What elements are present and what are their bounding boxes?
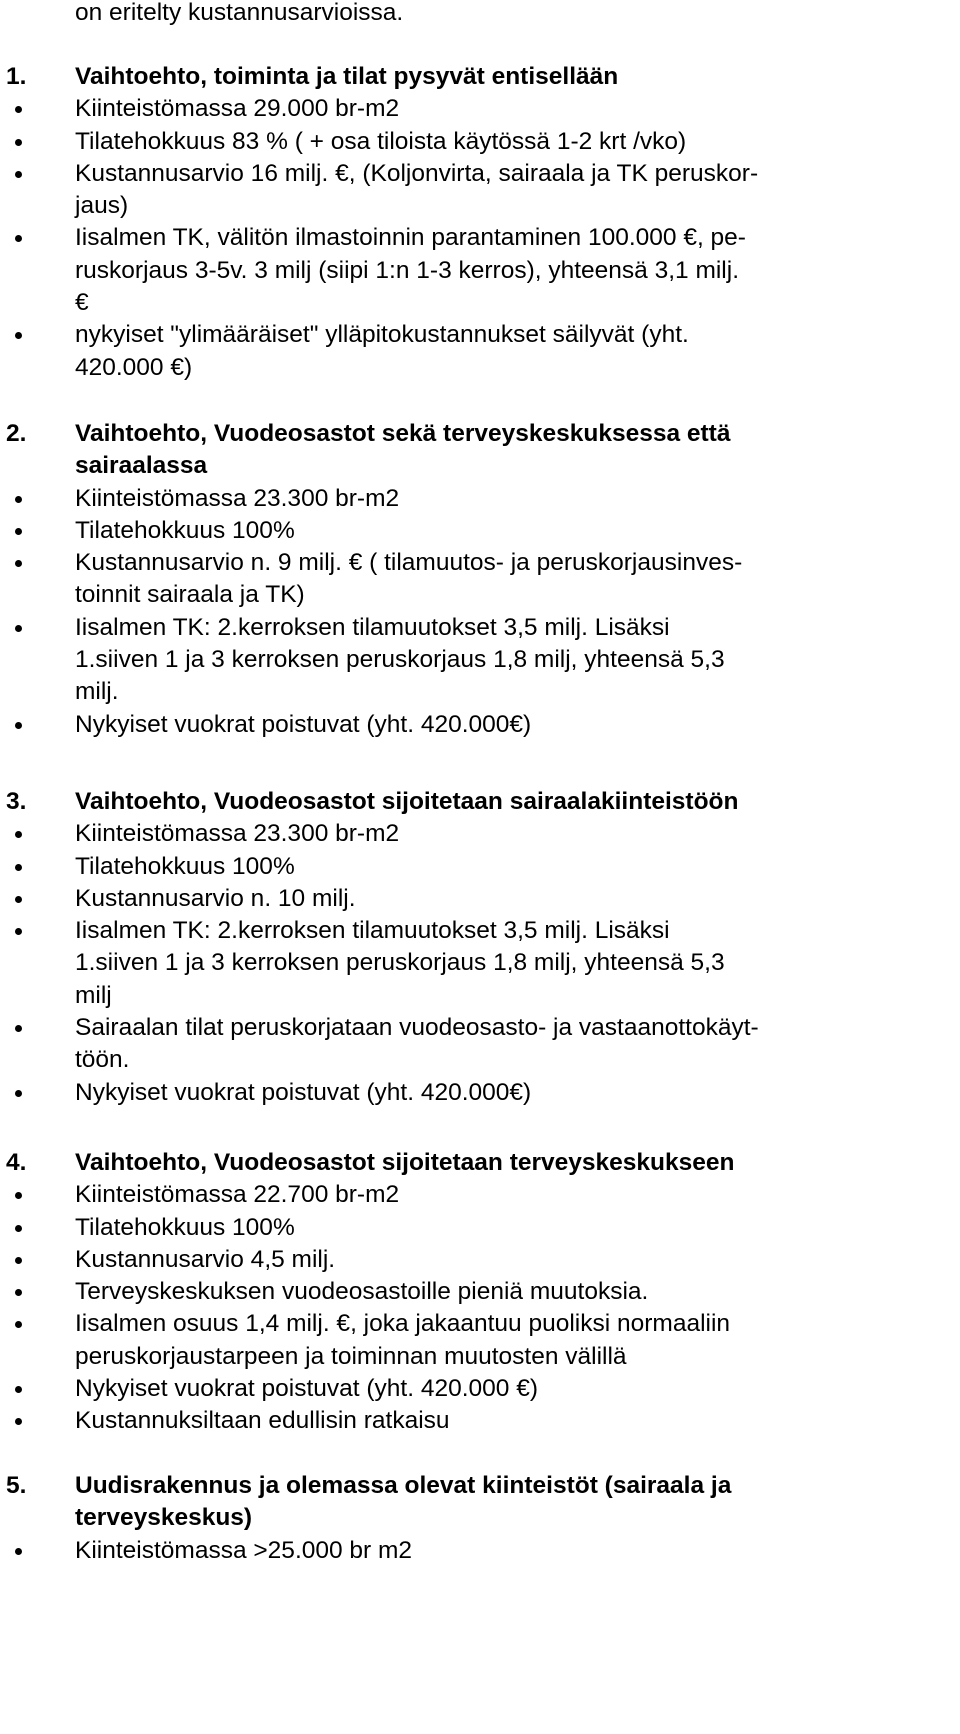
line: Tilatehokkuus 100% bbox=[75, 852, 295, 880]
line: Iisalmen TK, välitön ilmastoinnin parantaminen 100.000 €, pe- bbox=[75, 224, 746, 252]
line: nykyiset "ylimääräiset" ylläpitokustannukset säilyvät (yht. bbox=[75, 321, 689, 349]
list-item bbox=[0, 93, 875, 125]
line: Kustannuksiltaan edullisin ratkaisu bbox=[75, 1407, 450, 1435]
line: Sairaalan tilat peruskorjataan vuodeosasto- ja vastaanottokäyt- bbox=[75, 1014, 759, 1042]
section-title: Vaihtoehto, Vuodeosastot sijoitetaan terveyskeskukseen bbox=[75, 1149, 735, 1176]
list-item bbox=[0, 1244, 875, 1276]
line: peruskorjaustarpeen ja toiminnan muutosten välillä bbox=[75, 1342, 627, 1370]
line: 1.siiven 1 ja 3 kerroksen peruskorjaus 1,8 milj, yhteensä 5,3 bbox=[75, 646, 725, 674]
list-item bbox=[0, 1535, 875, 1567]
list-item bbox=[0, 515, 875, 547]
bullet-list bbox=[0, 93, 960, 384]
title-line: Vaihtoehto, Vuodeosastot sekä terveyskeskuksessa että bbox=[75, 420, 731, 447]
list-item bbox=[0, 158, 875, 223]
list-item bbox=[0, 547, 875, 612]
list-item bbox=[0, 1405, 875, 1437]
bullet-list bbox=[0, 483, 960, 741]
list-item bbox=[0, 1077, 875, 1109]
line: Nykyiset vuokrat poistuvat (yht. 420.000€) bbox=[75, 1078, 532, 1106]
line: milj bbox=[75, 981, 112, 1009]
list-item bbox=[0, 1212, 875, 1244]
section-heading bbox=[0, 61, 960, 93]
list-item bbox=[0, 1179, 875, 1211]
line: Tilatehokkuus 83 % ( + osa tiloista käytössä 1-2 krt /vko) bbox=[75, 127, 687, 155]
section-5 bbox=[0, 1470, 960, 1567]
section-1 bbox=[0, 61, 960, 384]
line: Kiinteistömassa 23.300 br-m2 bbox=[75, 820, 400, 848]
line: Kustannusarvio 4,5 milj. bbox=[75, 1245, 336, 1273]
line: 420.000 €) bbox=[75, 353, 193, 381]
line: Kustannusarvio n. 9 milj. € ( tilamuutos- ja peruskorjausinves- bbox=[75, 549, 743, 577]
line: jaus) bbox=[75, 192, 129, 220]
line: Tilatehokkuus 100% bbox=[75, 516, 295, 544]
bullet-list bbox=[0, 1535, 960, 1567]
line: € bbox=[75, 289, 89, 317]
section-number: 5. bbox=[6, 1472, 27, 1499]
list-item bbox=[0, 1308, 875, 1373]
section-4 bbox=[0, 1147, 960, 1438]
section-heading bbox=[0, 1470, 960, 1535]
title-line: Uudisrakennus ja olemassa olevat kiinteistöt (sairaala ja bbox=[75, 1472, 732, 1499]
list-item bbox=[0, 483, 875, 515]
section-number: 4. bbox=[6, 1149, 27, 1176]
section-heading bbox=[0, 418, 960, 483]
list-item bbox=[0, 851, 875, 883]
list-item bbox=[0, 1012, 875, 1077]
bullet-list bbox=[0, 1179, 960, 1437]
section-number: 1. bbox=[6, 63, 27, 90]
list-item bbox=[0, 883, 875, 915]
section-title bbox=[75, 1470, 875, 1535]
line: Iisalmen TK: 2.kerroksen tilamuutokset 3,5 milj. Lisäksi bbox=[75, 917, 670, 945]
line: Tilatehokkuus 100% bbox=[75, 1213, 295, 1241]
section-heading bbox=[0, 1147, 960, 1179]
line: Kiinteistömassa 23.300 br-m2 bbox=[75, 484, 400, 512]
section-heading bbox=[0, 786, 960, 818]
line: Kustannusarvio 16 milj. €, (Koljonvirta, sairaala ja TK peruskor- bbox=[75, 159, 759, 187]
list-item bbox=[0, 709, 875, 741]
section-number: 3. bbox=[6, 788, 27, 815]
line: Kustannusarvio n. 10 milj. bbox=[75, 884, 356, 912]
list-item bbox=[0, 1276, 875, 1308]
section-title: Vaihtoehto, Vuodeosastot sijoitetaan sairaalakiinteistöön bbox=[75, 788, 739, 815]
line: Kiinteistömassa >25.000 br m2 bbox=[75, 1536, 413, 1564]
line: milj. bbox=[75, 678, 119, 706]
section-2 bbox=[0, 418, 960, 741]
line: Iisalmen TK: 2.kerroksen tilamuutokset 3,5 milj. Lisäksi bbox=[75, 613, 670, 641]
line: Iisalmen osuus 1,4 milj. €, joka jakaantuu puoliksi normaaliin bbox=[75, 1310, 731, 1338]
list-item bbox=[0, 222, 875, 319]
list-item bbox=[0, 1373, 875, 1405]
line: 1.siiven 1 ja 3 kerroksen peruskorjaus 1,8 milj, yhteensä 5,3 bbox=[75, 949, 725, 977]
list-item bbox=[0, 915, 875, 1012]
bullet-list bbox=[0, 818, 960, 1109]
section-title: Vaihtoehto, toiminta ja tilat pysyvät entisellään bbox=[75, 63, 619, 90]
title-line: terveyskeskus) bbox=[75, 1504, 253, 1532]
list-item bbox=[0, 319, 875, 384]
line: Nykyiset vuokrat poistuvat (yht. 420.000€) bbox=[75, 710, 532, 738]
intro-line: on eritelty kustannusarvioissa. bbox=[75, 0, 404, 26]
list-item bbox=[0, 818, 875, 850]
line: Kiinteistömassa 22.700 br-m2 bbox=[75, 1181, 400, 1209]
line: töön. bbox=[75, 1046, 130, 1074]
line: ruskorjaus 3-5v. 3 milj (siipi 1:n 1-3 kerros), yhteensä 3,1 milj. bbox=[75, 256, 740, 284]
list-item bbox=[0, 612, 875, 709]
line: Nykyiset vuokrat poistuvat (yht. 420.000 €) bbox=[75, 1375, 538, 1403]
section-number: 2. bbox=[6, 420, 27, 447]
section-title bbox=[75, 418, 875, 483]
title-line: sairaalassa bbox=[75, 452, 208, 480]
list-item bbox=[0, 126, 875, 158]
line: Kiinteistömassa 29.000 br-m2 bbox=[75, 95, 400, 123]
line: toinnit sairaala ja TK) bbox=[75, 581, 305, 609]
line: Terveyskeskuksen vuodeosastoille pieniä muutoksia. bbox=[75, 1278, 649, 1306]
section-3 bbox=[0, 786, 960, 1109]
